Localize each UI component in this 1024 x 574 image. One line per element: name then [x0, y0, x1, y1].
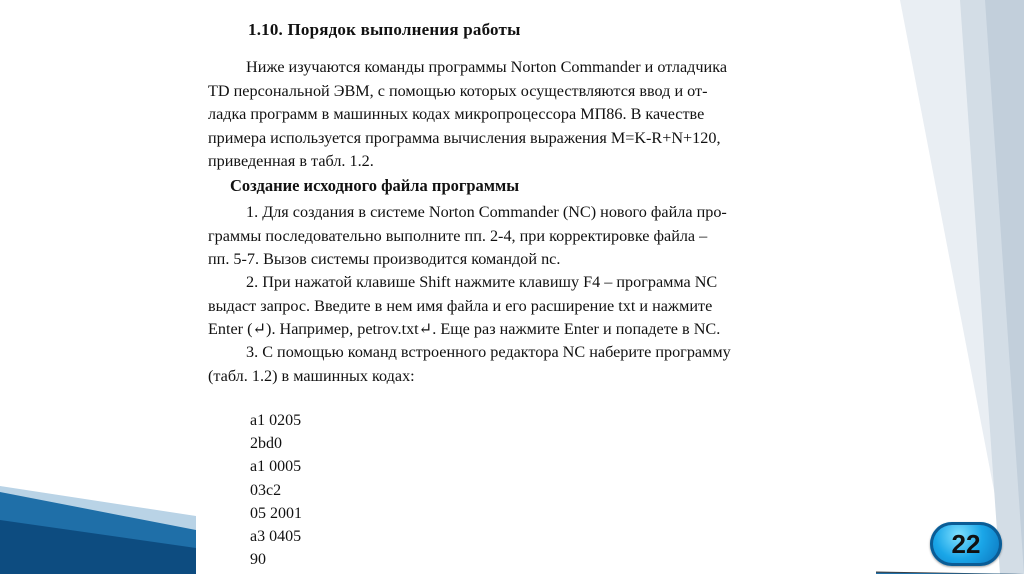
step-2-paragraph — [208, 271, 860, 342]
document-page — [196, 0, 876, 574]
code-line: a1 0205 — [250, 412, 302, 429]
step-line: 3. С помощью команд встроенного редактора NC наберите программу — [246, 343, 731, 361]
intro-line: TD персональной ЭВМ, с помощью которых осуществляются ввод и от- — [208, 81, 708, 100]
page-number-badge: 22 — [930, 522, 1002, 566]
code-line: 2bd0 — [250, 435, 282, 453]
step-line: Enter (↵). Например, petrov.txt↵. Еще раз нажмите Enter и попадете в NC. — [208, 320, 721, 338]
step-line: (табл. 1.2) в машинных кодах: — [208, 366, 415, 385]
code-line: a3 0405 — [250, 528, 302, 546]
step-line: выдаст запрос. Введите в нем имя файла и его расширение txt и нажмите — [208, 296, 713, 315]
intro-line: ладка программ в машинных кодах микропроцессора МП86. В качестве — [208, 105, 705, 123]
section-heading: 1.10. Порядок выполнения работы — [248, 20, 521, 39]
code-line: 03c2 — [250, 481, 282, 499]
intro-paragraph — [208, 56, 860, 174]
step-line: 1. Для создания в системе Norton Commander (NC) нового файла про- — [246, 203, 727, 221]
intro-line: примера используется программа вычисления выражения M=K-R+N+120, — [208, 128, 721, 147]
step-line: 2. При нажатой клавише Shift нажмите клавишу F4 – программа NC — [246, 273, 718, 291]
code-line: 90 — [250, 551, 266, 569]
code-line: 05 2001 — [250, 504, 302, 522]
code-line: a1 0005 — [250, 458, 302, 476]
step-1-paragraph — [208, 201, 860, 272]
intro-line: приведенная в табл. 1.2. — [208, 152, 374, 170]
intro-line: Ниже изучаются команды программы Norton Commander и отладчика — [246, 58, 728, 76]
step-3-paragraph — [208, 341, 860, 388]
machine-code-listing — [250, 409, 302, 571]
subsection-heading: Создание исходного файла программы — [230, 176, 520, 195]
step-line: пп. 5-7. Вызов системы производится командой nc. — [208, 250, 561, 268]
step-line: граммы последовательно выполните пп. 2-4, при корректировке файла – — [208, 226, 708, 245]
